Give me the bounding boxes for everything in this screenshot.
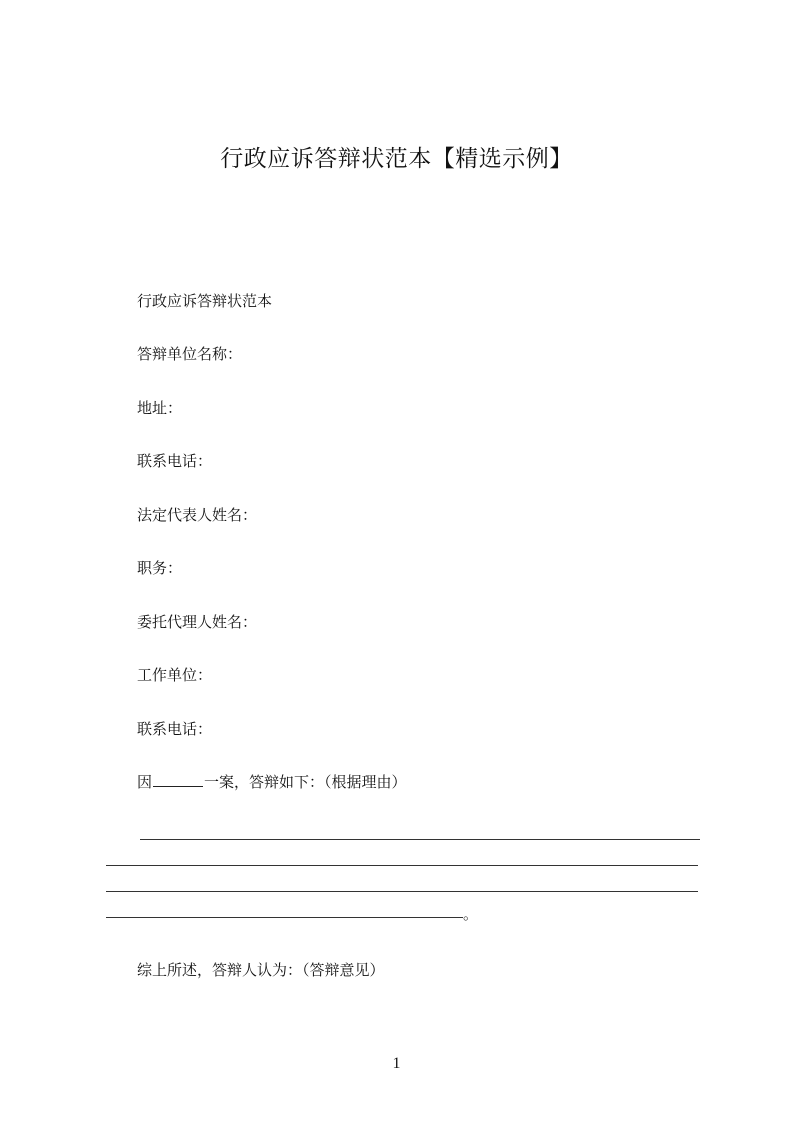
agent-phone-label: 联系电话： xyxy=(137,720,213,738)
page-number: 1 xyxy=(392,1055,401,1072)
reason-rule-4 xyxy=(106,917,463,918)
reason-end-mark: 。 xyxy=(463,905,479,923)
legal-rep-name-label: 法定代表人姓名： xyxy=(137,506,258,524)
case-name-blank xyxy=(153,772,203,787)
case-line xyxy=(137,772,407,792)
reason-rule-1 xyxy=(140,839,700,840)
conclusion-line: 综上所述，答辩人认为：（答辩意见） xyxy=(137,961,385,979)
case-line-prefix: 因 xyxy=(137,773,153,791)
document-subtitle: 行政应诉答辩状范本 xyxy=(137,292,273,310)
case-line-suffix: 一案，答辩如下：（根据理由） xyxy=(204,773,407,791)
respondent-name-label: 答辩单位名称： xyxy=(137,345,243,363)
agent-name-label: 委托代理人姓名： xyxy=(137,613,258,631)
address-label: 地址： xyxy=(137,399,183,417)
document-title: 行政应诉答辩状范本【精选示例】 xyxy=(220,146,573,172)
reason-rule-3 xyxy=(106,891,698,892)
reason-rule-2 xyxy=(106,865,698,866)
position-label: 职务： xyxy=(137,559,183,577)
work-unit-label: 工作单位： xyxy=(137,666,213,684)
phone-label: 联系电话： xyxy=(137,452,213,470)
